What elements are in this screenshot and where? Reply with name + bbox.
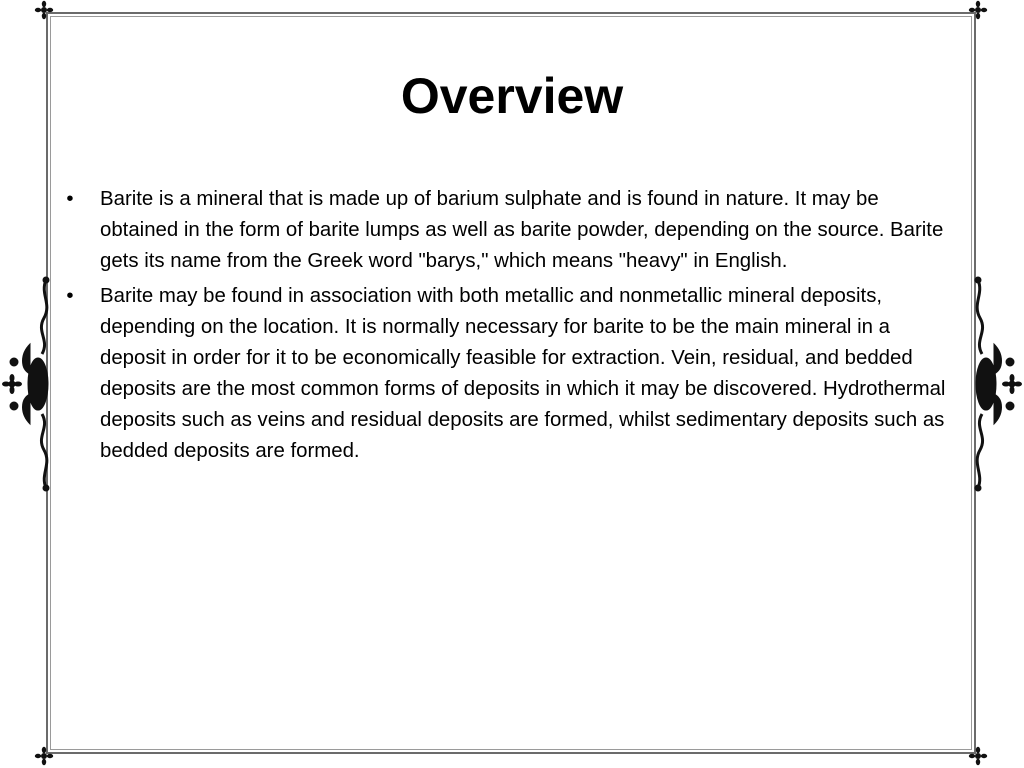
slide-title: Overview (400, 68, 624, 124)
corner-flourish-icon (968, 746, 988, 766)
bullet-item (60, 184, 960, 277)
bullet-text: Barite may be found in association with both metallic and nonmetallic mineral deposits, depending on the location. It is normally necessary for barite to be the main mineral in a deposit in order for it to be economically feasible for extraction. Vein, residual, and bedded deposits are the most common forms of deposits in which it may be discovered. Hydrothermal deposits such as veins and residual deposits are formed, whilst sedimentary deposits such as bedded deposits are formed. (100, 285, 946, 462)
left-side-ornament-icon (0, 274, 56, 494)
right-side-ornament-icon (968, 274, 1024, 494)
bullet-dot-icon: • (66, 285, 74, 307)
bullet-text: Barite is a mineral that is made up of barium sulphate and is found in nature. It may be obtained in the form of barite lumps as well as barite powder, depending on the source. Barite gets its name from the Greek word "barys," which means "heavy" in English. (100, 188, 944, 272)
bullet-item (60, 281, 960, 467)
corner-flourish-icon (34, 0, 54, 20)
bullet-list (60, 184, 960, 471)
corner-flourish-icon (968, 0, 988, 20)
corner-flourish-icon (34, 746, 54, 766)
bullet-dot-icon: • (66, 188, 74, 210)
